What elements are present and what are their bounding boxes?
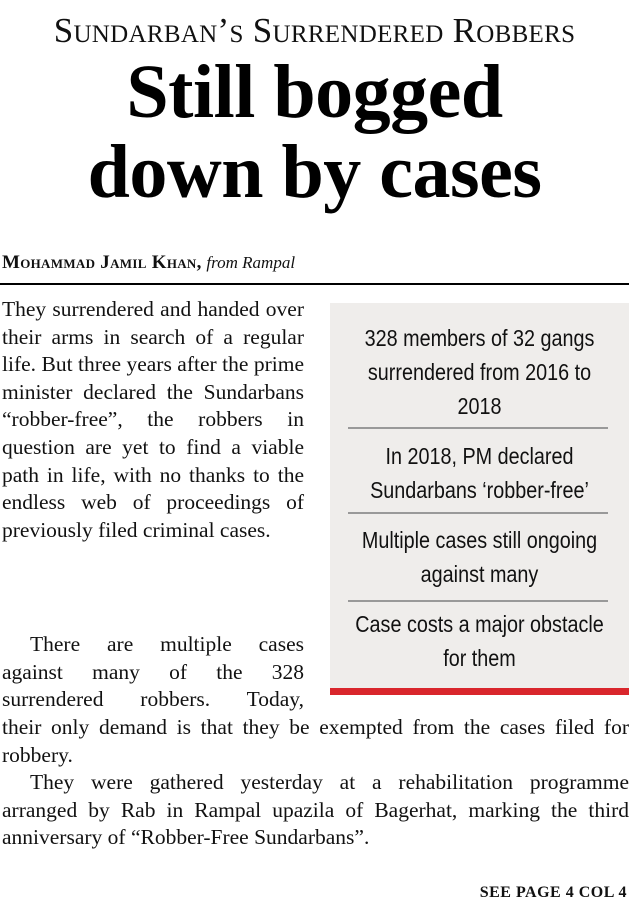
factbox-item-3: Multiple cases still ongoing against many	[361, 527, 598, 587]
body-paragraph-2-continued: their only demand is that they be exempted from the cases filed for robbery.	[2, 715, 629, 767]
factbox-divider-3	[348, 600, 608, 602]
factbox-item-1: 328 members of 32 gangs surrendered from 2016 to 2018	[364, 325, 595, 419]
byline	[2, 251, 295, 275]
factbox-item-2: In 2018, PM declared Sundarbans ‘robber-free’	[370, 443, 589, 503]
body-paragraph-1: They surrendered and handed over their arms in search of a regular life. But three years after the prime minister declared the Sundarbans “robber-free”, the robbers in question are yet to find a viable path in life, with no thanks to the endless web of proceedings of previously filed criminal cases.	[2, 297, 304, 542]
kicker: Sundarban’s Surrendered Robbers	[53, 11, 576, 50]
byline-location: from Rampal	[206, 253, 296, 272]
factbox-divider-2	[348, 512, 608, 514]
body-paragraph-3: They were gathered yesterday at a rehabilitation programme arranged by Rab in Rampal upazila of Bagerhat, marking the third anniversary of “Robber-Free Sundarbans”.	[2, 770, 629, 850]
headline	[0, 52, 629, 212]
continued-jump-line[interactable]: SEE PAGE 4 COL 4	[479, 884, 627, 901]
headline-line-1: Still bogged	[126, 50, 503, 134]
body-paragraph-2: There are multiple cases against many of the 328 surrendered robbers. Today,	[2, 632, 304, 712]
factbox-item-4: Case costs a major obstacle for them	[355, 611, 604, 671]
byline-author: Mohammad Jamil Khan,	[2, 252, 202, 273]
factbox-accent-bar	[330, 688, 629, 695]
headline-line-2: down by cases	[87, 130, 542, 214]
byline-rule	[0, 283, 629, 285]
factbox-divider-1	[348, 427, 608, 429]
